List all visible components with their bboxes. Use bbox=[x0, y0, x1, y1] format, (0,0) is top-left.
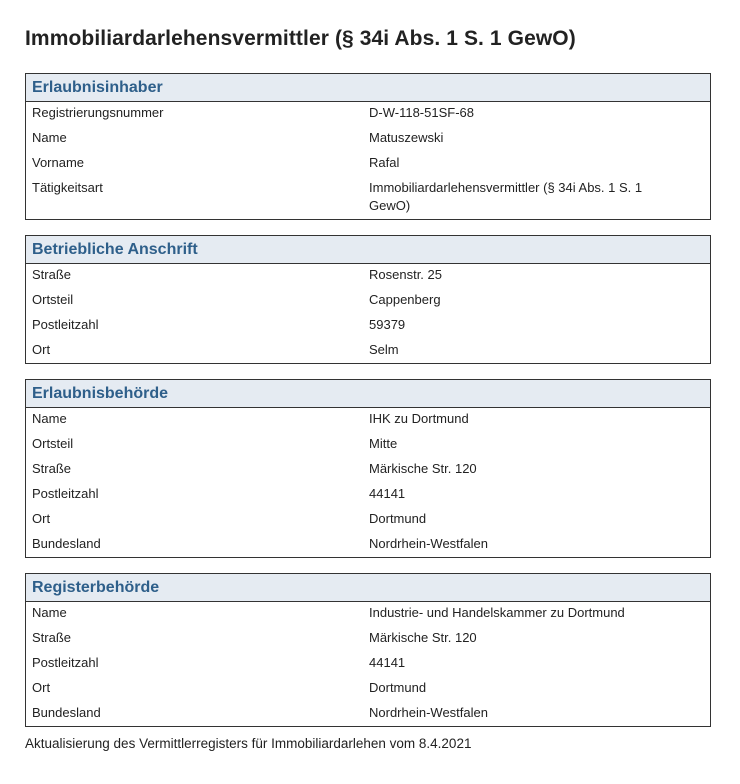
table-row bbox=[26, 604, 710, 629]
table-row bbox=[26, 654, 710, 679]
table-row bbox=[26, 460, 710, 485]
row-label: Name bbox=[32, 605, 67, 620]
row-value: Selm bbox=[369, 342, 399, 357]
table-row bbox=[26, 485, 710, 510]
update-note: Aktualisierung des Vermittlerregisters für Immobiliardarlehen vom 8.4.2021 bbox=[25, 736, 472, 751]
row-label: Bundesland bbox=[32, 705, 101, 720]
table-row bbox=[26, 510, 710, 535]
row-value: Märkische Str. 120 bbox=[369, 630, 477, 645]
row-label: Postleitzahl bbox=[32, 655, 99, 670]
row-value: 44141 bbox=[369, 486, 406, 501]
row-label: Vorname bbox=[32, 155, 85, 170]
table-row bbox=[26, 629, 710, 654]
table-row bbox=[26, 291, 710, 316]
section-erlaubnisbehoerde bbox=[25, 379, 711, 558]
row-label: Ort bbox=[32, 511, 51, 526]
row-value: Immobiliardarlehensvermittler (§ 34i Abs. 1 S. 1 GewO) bbox=[369, 180, 643, 213]
table-row bbox=[26, 410, 710, 435]
table-row bbox=[26, 679, 710, 704]
section-betriebliche-anschrift bbox=[25, 235, 711, 364]
row-label: Bundesland bbox=[32, 536, 101, 551]
row-label: Ort bbox=[32, 680, 51, 695]
row-value: D-W-118-51SF-68 bbox=[369, 105, 474, 120]
row-value: Nordrhein-Westfalen bbox=[369, 705, 488, 720]
table-row bbox=[26, 341, 710, 363]
row-value: Industrie- und Handelskammer zu Dortmund bbox=[369, 605, 625, 620]
table-row bbox=[26, 435, 710, 460]
row-value: Nordrhein-Westfalen bbox=[369, 536, 488, 551]
page-title: Immobiliardarlehensvermittler (§ 34i Abs. 1 S. 1 GewO) bbox=[25, 27, 576, 50]
row-value: Dortmund bbox=[369, 511, 427, 526]
row-value: 59379 bbox=[369, 317, 406, 332]
table-row bbox=[26, 179, 710, 219]
table-row bbox=[26, 535, 710, 557]
table-row bbox=[26, 129, 710, 154]
table-row bbox=[26, 154, 710, 179]
section-heading: Registerbehörde bbox=[26, 574, 710, 602]
table-row bbox=[26, 316, 710, 341]
row-value: Cappenberg bbox=[369, 292, 441, 307]
table-row bbox=[26, 266, 710, 291]
row-label: Straße bbox=[32, 461, 72, 476]
row-value: Matuszewski bbox=[369, 130, 444, 145]
row-label: Tätigkeitsart bbox=[32, 180, 103, 195]
row-value: Märkische Str. 120 bbox=[369, 461, 477, 476]
row-value: Rafal bbox=[369, 155, 400, 170]
row-value: 44141 bbox=[369, 655, 406, 670]
row-label: Name bbox=[32, 411, 67, 426]
section-heading: Erlaubnisbehörde bbox=[26, 380, 710, 408]
row-value: Dortmund bbox=[369, 680, 427, 695]
row-value: IHK zu Dortmund bbox=[369, 411, 469, 426]
section-registerbehoerde bbox=[25, 573, 711, 727]
row-label: Registrierungsnummer bbox=[32, 105, 164, 120]
row-value: Rosenstr. 25 bbox=[369, 267, 442, 282]
table-row bbox=[26, 704, 710, 726]
table-row bbox=[26, 104, 710, 129]
row-label: Straße bbox=[32, 630, 72, 645]
row-value: Mitte bbox=[369, 436, 398, 451]
row-label: Ortsteil bbox=[32, 292, 74, 307]
row-label: Ortsteil bbox=[32, 436, 74, 451]
section-heading: Betriebliche Anschrift bbox=[26, 236, 710, 264]
section-erlaubnisinhaber bbox=[25, 73, 711, 220]
row-label: Straße bbox=[32, 267, 72, 282]
row-label: Ort bbox=[32, 342, 51, 357]
row-label: Postleitzahl bbox=[32, 317, 99, 332]
row-label: Name bbox=[32, 130, 67, 145]
section-heading: Erlaubnisinhaber bbox=[26, 74, 710, 102]
row-label: Postleitzahl bbox=[32, 486, 99, 501]
